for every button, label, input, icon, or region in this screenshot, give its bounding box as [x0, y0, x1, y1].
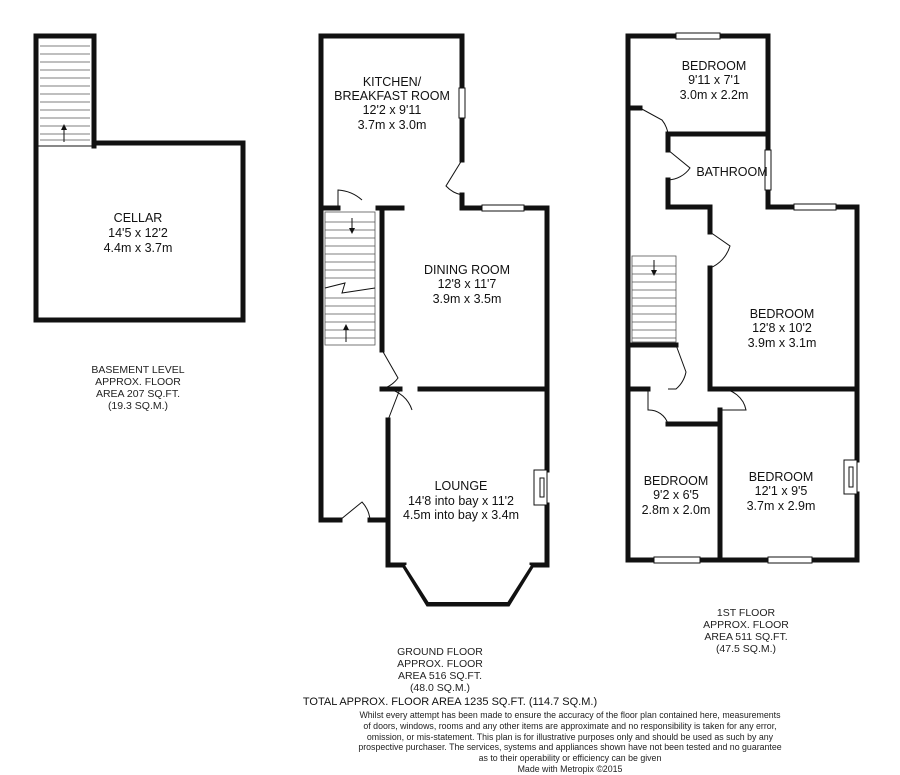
landing-door [668, 345, 686, 389]
basement-label-line: AREA 207 SQ.FT. [95, 388, 181, 400]
front-bedroom-door [640, 108, 668, 134]
metropix-credit: Made with Metropix ©2015 [517, 763, 623, 774]
disclaimer-line: Whilst every attempt has been made to ensure the accuracy of the floor plan contained here, measurements [359, 710, 781, 720]
basement-label-line: BASEMENT LEVEL [91, 364, 185, 376]
room-imperial-rear-bedroom: 12'8 x 10'2 [752, 321, 812, 335]
basement-label-line: (19.3 SQ.M.) [107, 400, 169, 412]
ground-label-line: (48.0 SQ.M.) [409, 682, 471, 694]
disclaimer-line: omission, or mis-statement. This plan is for illustrative purposes only and should be used as such by any [366, 731, 774, 742]
first-floor-plan [628, 33, 857, 563]
disclaimer-line: as to their operability or efficiency can be given [478, 753, 662, 764]
room-name-cellar: CELLAR [113, 211, 163, 225]
rear-bedroom-window [794, 204, 836, 210]
bathroom-bottom [668, 180, 710, 207]
room-metric-small-bedroom: 2.8m x 2.0m [641, 503, 711, 517]
front-bedroom-window [676, 33, 720, 39]
lounge-fireplace-hearth [540, 478, 544, 497]
first-label-line: (47.5 SQ.M.) [715, 643, 777, 655]
room-imperial-kitchen: 12'2 x 9'11 [362, 103, 422, 117]
basement-area-label [78, 364, 198, 412]
room-name-kitchen: KITCHEN/ [362, 75, 422, 89]
room-metric-front-bedroom: 3.0m x 2.2m [679, 88, 749, 102]
disclaimer [350, 710, 790, 775]
kitchen-return-wall [462, 195, 482, 208]
dining-window [482, 205, 524, 211]
lounge-left-wall-bottom [370, 520, 404, 565]
room-name-lounge: LOUNGE [434, 479, 488, 493]
room-name-dining: DINING ROOM [423, 263, 511, 277]
small-bedroom-window [654, 557, 700, 563]
basement-plan [36, 36, 243, 320]
first-label-line: APPROX. FLOOR [703, 619, 789, 631]
kitchen-rear-door [446, 160, 462, 195]
lounge-door [388, 389, 412, 420]
ground-label-line: GROUND FLOOR [397, 646, 483, 658]
room-name-bedroom-four: BEDROOM [748, 470, 814, 484]
room-imperial-front-bedroom: 9'11 x 7'1 [688, 73, 740, 87]
lounge-right-wall-bottom [532, 505, 547, 565]
room-name-bathroom: BATHROOM [696, 165, 768, 179]
rear-bedroom-door [710, 232, 730, 268]
first-label-line: 1ST FLOOR [716, 607, 776, 619]
room-metric-kitchen: 3.7m x 3.0m [357, 118, 427, 132]
bathroom-door [668, 150, 690, 180]
room-imperial-bedroom-four: 12'1 x 9'5 [754, 484, 808, 498]
room-metric-rear-bedroom: 3.9m x 3.1m [747, 336, 817, 350]
ground-staircase [325, 212, 375, 345]
room-imperial-lounge: 14'8 into bay x 11'2 [407, 494, 515, 508]
lounge-bay-window [404, 565, 532, 604]
ground-stair-up-arrow-icon [343, 324, 349, 342]
room-imperial-small-bedroom: 9'2 x 6'5 [653, 488, 699, 502]
disclaimer-line: prospective purchaser. The services, systems and appliances shown have not been tested and no guarantee [358, 742, 782, 753]
dining-door [382, 350, 398, 389]
room-metric-cellar: 4.4m x 3.7m [103, 241, 173, 255]
small-bedroom-door [648, 389, 668, 424]
bedroom4-hearth [849, 467, 853, 487]
disclaimer-line: of doors, windows, rooms and any other items are approximate and no responsibility is taken for any error, [363, 720, 777, 731]
room-name-rear-bedroom: BEDROOM [749, 307, 815, 321]
first-label-line: AREA 511 SQ.FT. [704, 631, 788, 643]
ground-floor-plan [321, 36, 547, 604]
kitchen-hall-door [338, 190, 362, 208]
ground-label-line: AREA 516 SQ.FT. [397, 670, 483, 682]
total-floor-area: TOTAL APPROX. FLOOR AREA 1235 SQ.FT. (114.7 SQ.M.) [302, 696, 598, 708]
room-name-small-bedroom: BEDROOM [643, 474, 709, 488]
ground-floor-area-label [380, 646, 500, 694]
bedroom4-window [768, 557, 812, 563]
first-floor-area-label [686, 607, 806, 655]
basement-label-line: APPROX. FLOOR [95, 376, 181, 388]
front-door [340, 502, 370, 520]
ground-stair-down-arrow-icon [349, 218, 355, 234]
bathroom-right [768, 190, 794, 207]
room-imperial-dining: 12'8 x 11'7 [437, 277, 497, 291]
room-name-front-bedroom: BEDROOM [681, 59, 747, 73]
bedroom-right-lower [812, 494, 857, 560]
room-metric-dining: 3.9m x 3.5m [432, 292, 502, 306]
room-metric-bedroom-four: 3.7m x 2.9m [746, 499, 816, 513]
kitchen-window [459, 88, 465, 118]
room-metric-lounge: 4.5m into bay x 3.4m [402, 508, 520, 522]
bedroom4-door [720, 389, 746, 410]
bedroom-right-wall [836, 207, 857, 460]
room-imperial-cellar: 14'5 x 12'2 [108, 226, 168, 240]
room-name-kitchen-line2: BREAKFAST ROOM [334, 89, 450, 103]
ground-label-line: APPROX. FLOOR [397, 658, 483, 670]
dining-right-wall [524, 208, 547, 389]
